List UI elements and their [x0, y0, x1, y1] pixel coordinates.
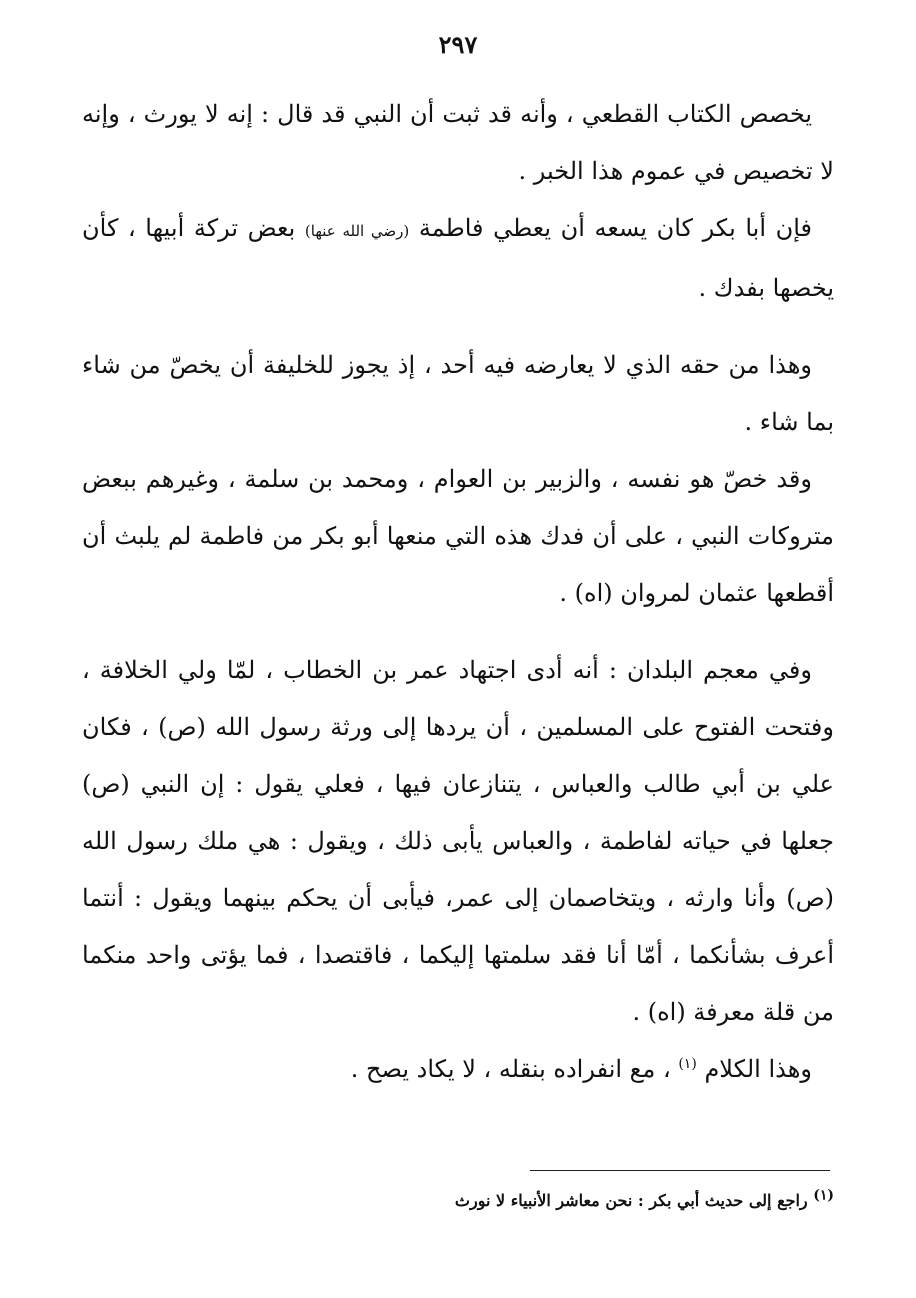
paragraph-2-end: بعض تركة أبيها ، كأن يخصها بفدك .	[82, 214, 834, 302]
paragraph-6-start: وهذا الكلام	[704, 1055, 812, 1083]
paragraph-3: وهذا من حقه الذي لا يعارضه فيه أحد ، إذ يجوز للخليفة أن يخصّ من شاء بما شاء .	[82, 351, 834, 436]
paragraph-1: يخصص الكتاب القطعي ، وأنه قد ثبت أن النبي قد قال : إنه لا يورث ، وإنه لا تخصيص في عموم هذا الخبر .	[82, 100, 834, 185]
paragraph-4: وقد خصّ هو نفسه ، والزبير بن العوام ، ومحمد بن سلمة ، وغيرهم ببعض متروكات النبي ، على أن فدك هذه التي منعها أبو بكر من فاطمة لم يلبث أن أقطعها عثمان لمروان (اه) .	[82, 465, 834, 607]
body-text	[82, 86, 834, 1098]
paragraph-2-start: فإن أبا بكر كان يسعه أن يعطي فاطمة	[418, 214, 812, 242]
page-number: ٢٩٧	[438, 30, 478, 59]
paragraph-6	[82, 1041, 834, 1098]
footnote-text: راجع إلى حديث أبي بكر : نحن معاشر الأنبياء لا نورث	[454, 1191, 808, 1210]
footnote-reference[interactable]: (١)	[678, 1056, 697, 1072]
honorific-phrase: (رضي الله عنها)	[304, 222, 410, 240]
footnote-marker: (١)	[813, 1187, 834, 1204]
footnote	[300, 1187, 834, 1212]
paragraph-6-end: ، مع انفراده بنقله ، لا يكاد يصح .	[350, 1055, 671, 1083]
paragraph-5: وفي معجم البلدان : أنه أدى اجتهاد عمر بن الخطاب ، لمّا ولي الخلافة ، وفتحت الفتوح على المسلمين ، أن يردها إلى ورثة رسول الله (ص) ، فكان علي بن أبي طالب والعباس ، يتنازعان فيها ، فعلي يقول : إن النبي (ص) جعلها في حياته لفاطمة ، والعباس يأبى ذلك ، ويقول : هي ملك رسول الله (ص) وأنا وارثه ، ويتخاصمان إلى عمر، فيأبى أن يحكم بينهما ويقول : أنتما أعرف بشأنكما ، أمّا أنا فقد سلمتها إليكما ، فاقتصدا ، فما يؤتى واحد منكما من قلة معرفة (اه) .	[82, 656, 834, 1026]
footnote-divider	[530, 1170, 830, 1171]
paragraph-2	[82, 200, 834, 317]
